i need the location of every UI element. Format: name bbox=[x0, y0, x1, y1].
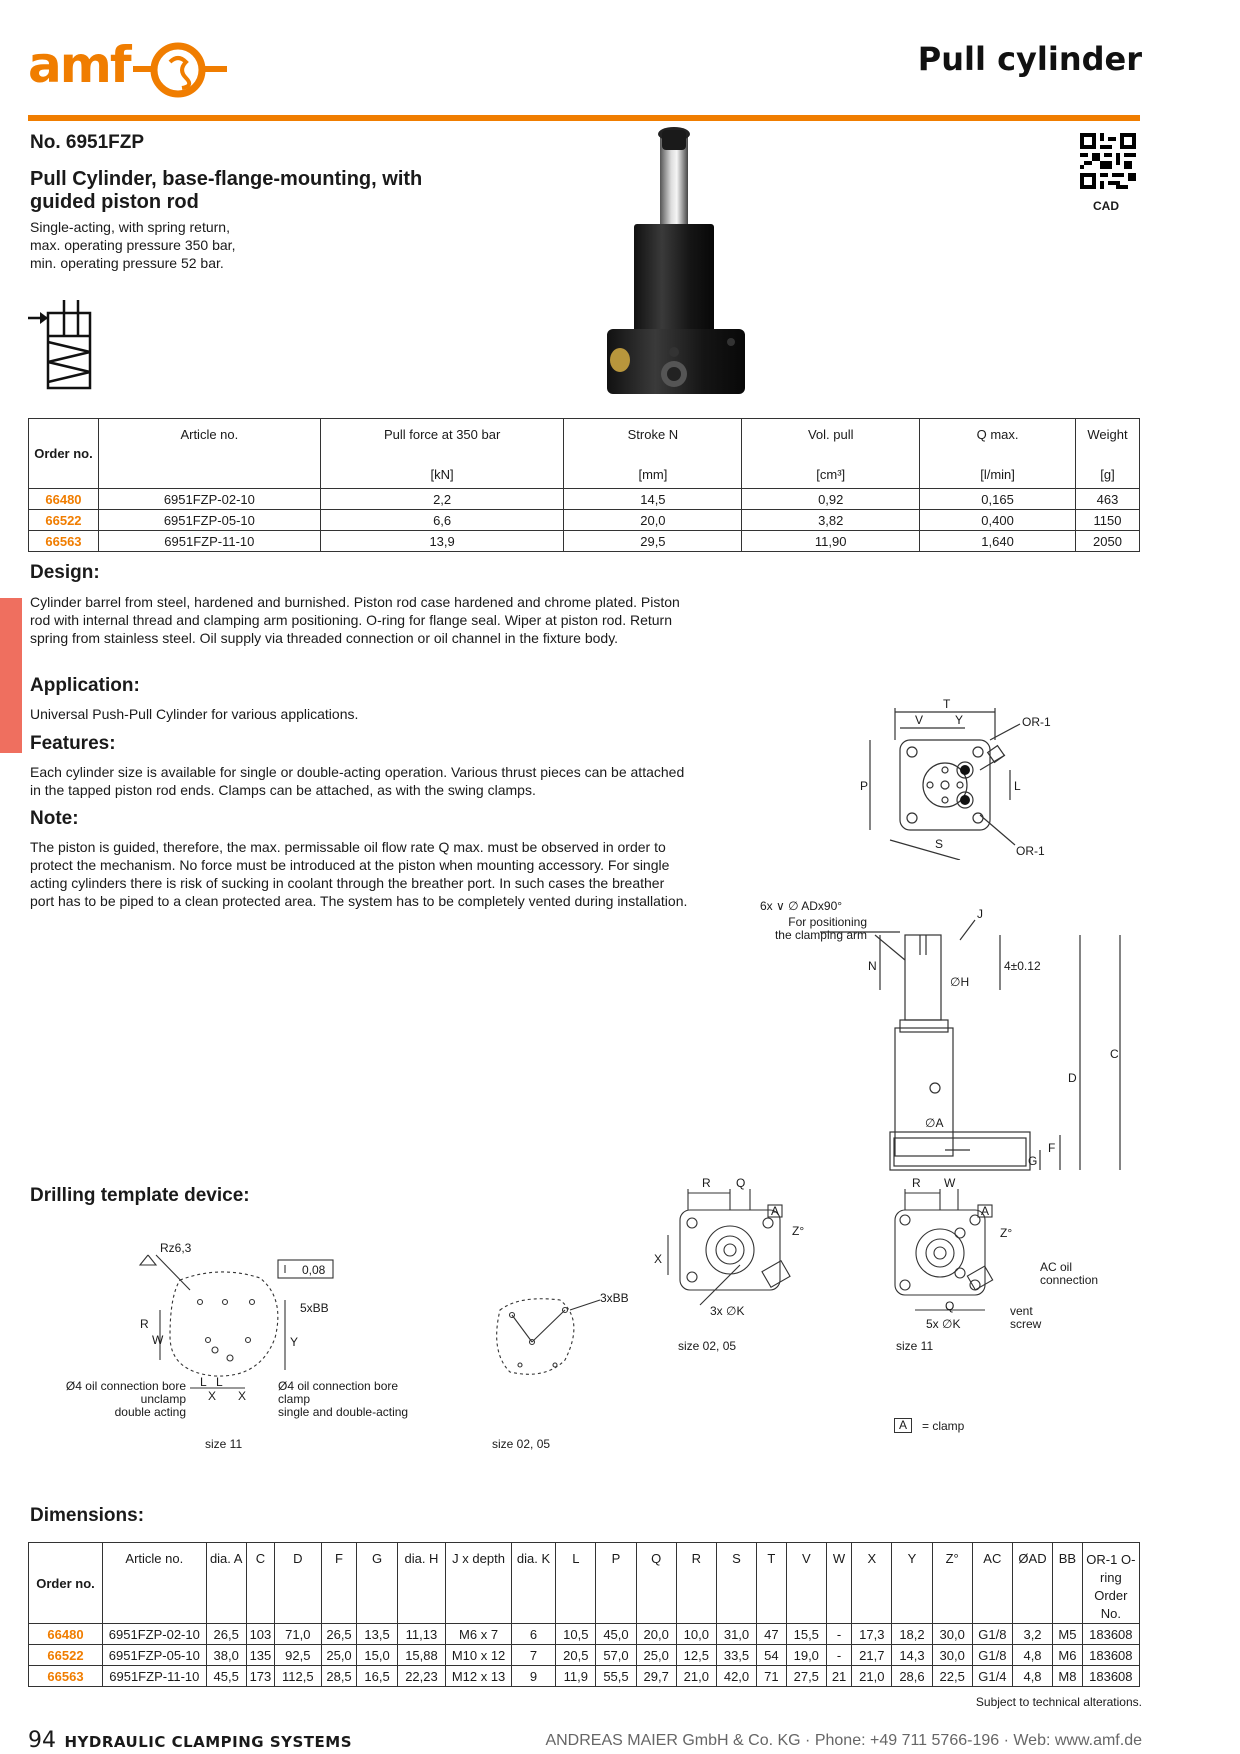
thread-bb-label: 3xBB bbox=[600, 1291, 629, 1305]
cell: 16,5 bbox=[357, 1666, 397, 1687]
col-d: D bbox=[275, 1543, 322, 1624]
dim-f-label: F bbox=[1048, 1141, 1056, 1155]
col-pull-force: Pull force at 350 bar [kN] bbox=[320, 419, 564, 489]
dim-x2-label: X bbox=[238, 1389, 247, 1403]
dim-z-label: Z° bbox=[792, 1224, 805, 1238]
header-divider bbox=[28, 115, 1140, 121]
cell: 33,5 bbox=[716, 1645, 756, 1666]
cell: 26,5 bbox=[321, 1624, 357, 1645]
dim-x1-label: X bbox=[208, 1389, 217, 1403]
cell: 183608 bbox=[1082, 1645, 1139, 1666]
col-p: P bbox=[596, 1543, 636, 1624]
cell: 20,0 bbox=[564, 510, 742, 531]
col-g: G bbox=[357, 1543, 397, 1624]
cell: G1/4 bbox=[972, 1666, 1012, 1687]
col-y: Y bbox=[892, 1543, 932, 1624]
design-heading: Design: bbox=[30, 562, 100, 583]
cell: 42,0 bbox=[716, 1666, 756, 1687]
amf-logo bbox=[28, 36, 228, 100]
dim-c-label: C bbox=[1110, 1047, 1119, 1061]
cell: M5 bbox=[1053, 1624, 1083, 1645]
col-v: V bbox=[786, 1543, 826, 1624]
table-row bbox=[29, 489, 1140, 510]
hole-k-label: 5x ∅K bbox=[926, 1317, 961, 1331]
col-article-no: Article no. bbox=[98, 419, 320, 489]
cell: 13,5 bbox=[357, 1624, 397, 1645]
col-dia-h: dia. H bbox=[397, 1543, 446, 1624]
page-title: Pull cylinder bbox=[917, 40, 1142, 78]
cell: 4,8 bbox=[1012, 1666, 1052, 1687]
clamp-box-label: A bbox=[771, 1204, 780, 1218]
cell: 71,0 bbox=[275, 1624, 322, 1645]
product-table bbox=[28, 418, 1140, 552]
cell: 3,2 bbox=[1012, 1624, 1052, 1645]
cell: 45,5 bbox=[206, 1666, 246, 1687]
dim-n-label: N bbox=[868, 959, 877, 973]
cell: 15,0 bbox=[357, 1645, 397, 1666]
bore-unclamp-note: Ø4 oil connection bore unclamp double acting bbox=[65, 1379, 186, 1419]
cell: 183608 bbox=[1082, 1666, 1139, 1687]
cell: 103 bbox=[246, 1624, 274, 1645]
dim-s-label: S bbox=[935, 837, 944, 851]
tolerance-label: 4±0.12 bbox=[1004, 959, 1041, 973]
cell: 112,5 bbox=[275, 1666, 322, 1687]
footer-section: HYDRAULIC CLAMPING SYSTEMS bbox=[64, 1733, 353, 1751]
cell: 2,2 bbox=[320, 489, 564, 510]
cell: 12,5 bbox=[676, 1645, 716, 1666]
dim-y-label: Y bbox=[955, 713, 964, 727]
table-row bbox=[29, 510, 1140, 531]
note-heading: Note: bbox=[30, 808, 79, 829]
cell: 29,7 bbox=[636, 1666, 676, 1687]
cell: G1/8 bbox=[972, 1624, 1012, 1645]
cell: 22,5 bbox=[932, 1666, 972, 1687]
cell: 11,13 bbox=[397, 1624, 446, 1645]
cell: 28,6 bbox=[892, 1666, 932, 1687]
size-0205-view-caption: size 02, 05 bbox=[678, 1339, 737, 1353]
cell: 29,5 bbox=[564, 531, 742, 552]
dim-g-label: G bbox=[1028, 1154, 1038, 1168]
legend-clamp-box: A bbox=[894, 1418, 912, 1433]
col-s: S bbox=[716, 1543, 756, 1624]
cad-qr-code[interactable] bbox=[1080, 133, 1136, 189]
cell: M12 x 13 bbox=[446, 1666, 512, 1687]
clamp-box-label: A bbox=[981, 1204, 990, 1218]
note-text: The piston is guided, therefore, the max. permissable oil flow rate Q max. must be observed in order to protect the mechanism. No force must be introduced at the piston when mounting accessory. For single acting cylinders there is risk of sucking in coolant through the breather port. In such cases the breather port has to be piped to a clean protected area. The system has to be completely vented during installation. bbox=[30, 839, 688, 909]
or1-top-label: OR-1 bbox=[1022, 715, 1051, 729]
features-text: Each cylinder size is available for single or double-acting operation. Various thrust pieces can be attached in the tapped piston rod ends. Clamps can be attached, as with the swing clamps. bbox=[30, 764, 685, 798]
col-stroke: Stroke N [mm] bbox=[564, 419, 742, 489]
order-number-link[interactable]: 66522 bbox=[29, 510, 99, 531]
application-heading: Application: bbox=[30, 675, 140, 696]
table-row bbox=[29, 1645, 1140, 1666]
table-header-row bbox=[29, 1543, 1140, 1624]
col-vol-pull: Vol. pull [cm³] bbox=[742, 419, 920, 489]
cell: 18,2 bbox=[892, 1624, 932, 1645]
cell: 0,165 bbox=[920, 489, 1076, 510]
hole-k-label: 3x ∅K bbox=[710, 1304, 745, 1318]
cell: 0,92 bbox=[742, 489, 920, 510]
features-heading: Features: bbox=[30, 733, 116, 754]
col-q-max: Q max. [l/min] bbox=[920, 419, 1076, 489]
cell: 6 bbox=[511, 1624, 555, 1645]
col-w: W bbox=[826, 1543, 851, 1624]
drilling-template-size-0205 bbox=[490, 1290, 640, 1451]
cell: 28,5 bbox=[321, 1666, 357, 1687]
cad-label: CAD bbox=[1093, 199, 1119, 213]
application-text: Universal Push-Pull Cylinder for various applications. bbox=[30, 706, 359, 722]
dim-d-label: D bbox=[1068, 1071, 1077, 1085]
product-name: Pull Cylinder, base-flange-mounting, with guided piston rod bbox=[30, 168, 423, 213]
cell: 55,5 bbox=[596, 1666, 636, 1687]
dim-x-label: X bbox=[654, 1252, 663, 1266]
chapter-marker bbox=[0, 598, 22, 753]
col-c: C bbox=[246, 1543, 274, 1624]
dim-p-label: P bbox=[860, 779, 869, 793]
col-f: F bbox=[321, 1543, 357, 1624]
cell: 22,23 bbox=[397, 1666, 446, 1687]
table-row bbox=[29, 531, 1140, 552]
table-row bbox=[29, 1624, 1140, 1645]
cell: 11,9 bbox=[556, 1666, 596, 1687]
cell: 1,640 bbox=[920, 531, 1076, 552]
cell: 71 bbox=[757, 1666, 787, 1687]
footer-left bbox=[28, 1728, 352, 1753]
order-number-link[interactable]: 66480 bbox=[29, 1624, 103, 1645]
cell: 6951FZP-05-10 bbox=[103, 1645, 207, 1666]
table-header-row bbox=[29, 419, 1140, 489]
oil-connection-label: AC oil connection bbox=[1040, 1260, 1099, 1287]
dim-l2-label: L bbox=[216, 1375, 223, 1389]
cell: 2050 bbox=[1075, 531, 1139, 552]
cell: 13,9 bbox=[320, 531, 564, 552]
col-or1: OR-1 O-ring Order No. bbox=[1082, 1543, 1139, 1624]
col-order-no: Order no. bbox=[29, 419, 99, 489]
cell: 6951FZP-05-10 bbox=[98, 510, 320, 531]
disclaimer: Subject to technical alterations. bbox=[975, 1695, 1142, 1709]
dimensions-table bbox=[28, 1542, 1140, 1687]
mounting-view-size-11 bbox=[860, 1175, 1099, 1353]
cell: 20,0 bbox=[636, 1624, 676, 1645]
cell: M6 x 7 bbox=[446, 1624, 512, 1645]
col-bb: BB bbox=[1053, 1543, 1083, 1624]
cell: 3,82 bbox=[742, 510, 920, 531]
size-11-view-caption: size 11 bbox=[896, 1339, 934, 1353]
size-11-caption: size 11 bbox=[205, 1437, 243, 1451]
or1-bottom-label: OR-1 bbox=[1016, 844, 1045, 858]
col-ac: AC bbox=[972, 1543, 1012, 1624]
top-view-drawing bbox=[840, 697, 1070, 860]
dim-z-label: Z° bbox=[1000, 1226, 1013, 1240]
cell: 6,6 bbox=[320, 510, 564, 531]
cell: 6951FZP-11-10 bbox=[103, 1666, 207, 1687]
cell: 38,0 bbox=[206, 1645, 246, 1666]
cell: 10,5 bbox=[556, 1624, 596, 1645]
order-number-link[interactable]: 66480 bbox=[29, 489, 99, 510]
cell: 463 bbox=[1075, 489, 1139, 510]
col-x: X bbox=[852, 1543, 892, 1624]
dim-r-label: R bbox=[140, 1317, 149, 1331]
logo-mark bbox=[28, 40, 228, 100]
dim-q-label: Q bbox=[736, 1176, 746, 1190]
col-l: L bbox=[556, 1543, 596, 1624]
dimensions-heading: Dimensions: bbox=[30, 1505, 145, 1526]
product-photo bbox=[600, 124, 750, 405]
col-dia-k: dia. K bbox=[511, 1543, 555, 1624]
dim-a-label: ∅A bbox=[925, 1116, 944, 1130]
dim-l-label: L bbox=[1014, 779, 1021, 793]
roughness-label: Rz6,3 bbox=[160, 1241, 192, 1255]
desc-line: Single-acting, with spring return, bbox=[30, 219, 230, 235]
design-text: Cylinder barrel from steel, hardened and burnished. Piston rod case hardened and chrome plated. Piston rod with internal thread and clamping arm positioning. O-ring for flange seal. Wiper at piston rod. Return spring from stainless steel. Oil supply via threaded connection or oil channel in the fixture body. bbox=[30, 594, 680, 646]
col-weight: Weight [g] bbox=[1075, 419, 1139, 489]
cell: 6951FZP-11-10 bbox=[98, 531, 320, 552]
dim-v-label: V bbox=[915, 713, 924, 727]
bore-clamp-note: Ø4 oil connection bore clamp single and double-acting bbox=[278, 1379, 409, 1419]
cell: 57,0 bbox=[596, 1645, 636, 1666]
cell: 26,5 bbox=[206, 1624, 246, 1645]
cell: M6 bbox=[1053, 1645, 1083, 1666]
order-number-link[interactable]: 66563 bbox=[29, 1666, 103, 1687]
cell: 21 bbox=[826, 1666, 851, 1687]
col-order-no: Order no. bbox=[29, 1543, 103, 1624]
cell: 6951FZP-02-10 bbox=[103, 1624, 207, 1645]
cell: 25,0 bbox=[636, 1645, 676, 1666]
cell: M10 x 12 bbox=[446, 1645, 512, 1666]
cell: 47 bbox=[757, 1624, 787, 1645]
legend-clamp-text: = clamp bbox=[922, 1419, 965, 1433]
col-q: Q bbox=[636, 1543, 676, 1624]
thread-bb-label: 5xBB bbox=[300, 1301, 329, 1315]
col-z: Z° bbox=[932, 1543, 972, 1624]
cell: 14,5 bbox=[564, 489, 742, 510]
dim-y-label: Y bbox=[290, 1335, 299, 1349]
cell: 54 bbox=[757, 1645, 787, 1666]
order-number-link[interactable]: 66563 bbox=[29, 531, 99, 552]
cell: 30,0 bbox=[932, 1624, 972, 1645]
footer-contact: ANDREAS MAIER GmbH & Co. KG · Phone: +49 711 5766-196 · Web: www.amf.de bbox=[545, 1732, 1142, 1749]
cell: 17,3 bbox=[852, 1624, 892, 1645]
cell: 19,0 bbox=[786, 1645, 826, 1666]
cell: 10,0 bbox=[676, 1624, 716, 1645]
cell: 1150 bbox=[1075, 510, 1139, 531]
drilling-heading: Drilling template device: bbox=[30, 1185, 250, 1206]
side-view-drawing bbox=[760, 880, 1130, 1180]
cell: 15,88 bbox=[397, 1645, 446, 1666]
cell: 15,5 bbox=[786, 1624, 826, 1645]
col-j-depth: J x depth bbox=[446, 1543, 512, 1624]
col-article-no: Article no. bbox=[103, 1543, 207, 1624]
cell: 20,5 bbox=[556, 1645, 596, 1666]
col-dia-a: dia. A bbox=[206, 1543, 246, 1624]
cell: 183608 bbox=[1082, 1624, 1139, 1645]
dimensions-table-body bbox=[29, 1624, 1140, 1687]
cell: 4,8 bbox=[1012, 1645, 1052, 1666]
cell: 0,400 bbox=[920, 510, 1076, 531]
col-t: T bbox=[757, 1543, 787, 1624]
page-number: 94 bbox=[28, 1728, 56, 1753]
cell: 31,0 bbox=[716, 1624, 756, 1645]
dim-h-label: ∅H bbox=[950, 975, 970, 989]
cell: 21,7 bbox=[852, 1645, 892, 1666]
logo-text: amf bbox=[28, 36, 130, 94]
table-row bbox=[29, 1666, 1140, 1687]
col-r: R bbox=[676, 1543, 716, 1624]
cell: 21,0 bbox=[852, 1666, 892, 1687]
flatness-label: 0,08 bbox=[302, 1263, 326, 1277]
dim-t-label: T bbox=[943, 697, 951, 711]
col-ad: ØAD bbox=[1012, 1543, 1052, 1624]
cell: 7 bbox=[511, 1645, 555, 1666]
dim-l1-label: L bbox=[200, 1375, 207, 1389]
cell: G1/8 bbox=[972, 1645, 1012, 1666]
cell: 92,5 bbox=[275, 1645, 322, 1666]
dim-w-label: W bbox=[944, 1176, 956, 1190]
product-number: No. 6951FZP bbox=[30, 132, 145, 153]
product-description bbox=[30, 218, 235, 272]
desc-line: min. operating pressure 52 bar. bbox=[30, 255, 224, 271]
chamfer-label: 6x ∨ ∅ ADx90° bbox=[760, 899, 843, 913]
dim-j-label: J bbox=[977, 907, 983, 921]
desc-line: max. operating pressure 350 bar, bbox=[30, 237, 236, 253]
cell: 14,3 bbox=[892, 1645, 932, 1666]
cell: - bbox=[826, 1645, 851, 1666]
vent-screw-label: vent screw bbox=[1010, 1304, 1042, 1331]
dim-q-label: Q bbox=[945, 1299, 955, 1313]
cell: - bbox=[826, 1624, 851, 1645]
size-0205-caption: size 02, 05 bbox=[492, 1437, 551, 1451]
dim-w-label: W bbox=[152, 1333, 164, 1347]
cell: 25,0 bbox=[321, 1645, 357, 1666]
cell: 45,0 bbox=[596, 1624, 636, 1645]
cell: 6951FZP-02-10 bbox=[98, 489, 320, 510]
mounting-view-size-0205 bbox=[640, 1175, 810, 1353]
order-number-link[interactable]: 66522 bbox=[29, 1645, 103, 1666]
cell: 135 bbox=[246, 1645, 274, 1666]
cell: 173 bbox=[246, 1666, 274, 1687]
dim-r-label: R bbox=[702, 1176, 711, 1190]
cell: 30,0 bbox=[932, 1645, 972, 1666]
hydraulic-symbol-icon bbox=[28, 298, 103, 398]
cell: 11,90 bbox=[742, 531, 920, 552]
cell: 21,0 bbox=[676, 1666, 716, 1687]
positioning-note: For positioning the clamping arm bbox=[774, 915, 867, 942]
drilling-template-size-11 bbox=[40, 1240, 420, 1451]
cell: M8 bbox=[1053, 1666, 1083, 1687]
cell: 9 bbox=[511, 1666, 555, 1687]
cell: 27,5 bbox=[786, 1666, 826, 1687]
dim-r-label: R bbox=[912, 1176, 921, 1190]
